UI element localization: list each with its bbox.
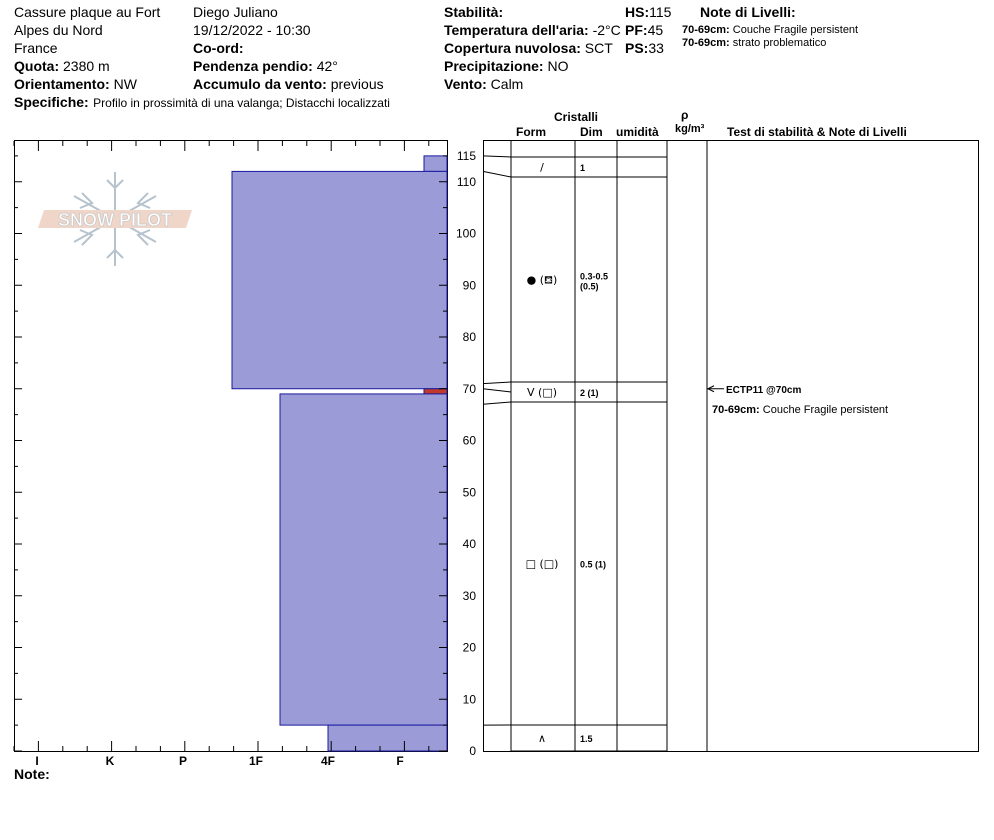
pf-label: PF: [625, 22, 648, 38]
cloud-label: Copertura nuvolosa: [444, 40, 581, 56]
aspect-value: NW [113, 76, 137, 92]
grain-size-secondary: (0.5) [580, 281, 599, 292]
air-temp-value: -2°C [592, 22, 621, 38]
grain-size: 0.3-0.5 [580, 271, 609, 282]
depth-tick-label: 0 [469, 744, 476, 758]
col-size: Dim [580, 125, 603, 139]
grain-form: □ (□) [525, 557, 559, 571]
stability-label: Stabilità: [444, 4, 504, 20]
layer-connector [483, 156, 511, 157]
observer: Diego Juliano [193, 4, 278, 20]
aspect-label: Orientamento: [14, 76, 110, 92]
grain-form: ● (⛾) [526, 273, 558, 287]
hardness-tick-label: 4F [320, 754, 336, 768]
layer-note-range: 70-69cm: [682, 37, 730, 49]
depth-tick-label: 80 [462, 330, 476, 344]
layer-connector [483, 382, 511, 384]
ps-label: PS: [625, 40, 649, 56]
wind-loading-label: Accumulo da vento: [193, 76, 327, 92]
country: France [14, 40, 58, 56]
layer-comment-range: 70-69cm: [712, 403, 763, 416]
depth-tick-label: 40 [462, 537, 476, 551]
depth-tick-label: 70 [462, 381, 476, 396]
specifics-label: Specifiche: [14, 94, 89, 110]
hardness-tick-label: K [105, 754, 115, 768]
slope-value: 42° [316, 58, 338, 74]
stability-test-label: ECTP11 @70cm [726, 384, 802, 396]
col-density-unit: kg/m³ [675, 123, 705, 135]
layer-note-text: Couche Fragile persistent [732, 24, 859, 36]
layer-notes-title: Note di Livelli: [700, 4, 796, 20]
hs-value: 115 [649, 4, 672, 20]
depth-tick-label: 110 [456, 174, 476, 189]
grain-size: 1 [580, 163, 586, 173]
depth-tick-label: 20 [462, 640, 476, 655]
hardness-bar [232, 171, 447, 388]
layer-connector [483, 389, 511, 392]
note-label: Note: [14, 766, 50, 782]
wind-label: Vento: [444, 76, 487, 92]
layer-connector [483, 402, 511, 404]
col-tests: Test di stabilità & Note di Livelli [727, 125, 907, 139]
hardness-tick-label: P [178, 754, 188, 768]
layer-comment [712, 404, 888, 416]
wind-loading-value: previous [330, 76, 384, 92]
cloud-value: SCT [584, 40, 613, 56]
depth-tick-label: 60 [462, 433, 476, 448]
hardness-tick-label: 1F [248, 754, 264, 768]
pf-value: 45 [647, 22, 664, 38]
col-crystals: Cristalli [554, 110, 599, 124]
col-rho: ρ [681, 108, 689, 122]
grain-form: V (□) [527, 386, 557, 399]
coord-label: Co-ord: [193, 40, 244, 56]
grain-form: ∧ [537, 732, 547, 745]
layer-comment-text: Couche Fragile persistent [762, 403, 889, 416]
precip-value: NO [547, 58, 569, 74]
layer-note-range: 70-69cm: [682, 24, 730, 36]
logo-text: SNOW PILOT [58, 210, 172, 230]
col-humidity: umidità [616, 125, 659, 139]
air-temp-label: Temperatura dell'aria: [444, 22, 589, 38]
datetime: 19/12/2022 - 10:30 [193, 22, 311, 38]
slope-label: Pendenza pendio: [193, 58, 313, 74]
depth-tick-label: 90 [462, 278, 476, 293]
hardness-bar [424, 156, 447, 172]
hardness-tick-label: F [396, 754, 404, 768]
site-name: Cassure plaque au Fort [14, 4, 161, 20]
grain-size: 1.5 [580, 734, 593, 744]
depth-tick-label: 50 [462, 485, 476, 500]
hardness-tick-label: I [35, 754, 39, 768]
snow-pilot-logo [38, 172, 192, 266]
weak-layer-bar [424, 389, 447, 394]
wind-value: Calm [490, 76, 524, 92]
depth-tick-label: 30 [462, 588, 476, 603]
col-form: Form [516, 125, 546, 139]
elevation-label: Quota: [14, 58, 60, 74]
grain-size: 0.5 (1) [580, 559, 607, 570]
grain-form: / [540, 161, 544, 174]
hardness-bar [280, 394, 447, 725]
hs-label: HS: [625, 4, 650, 20]
depth-tick-label: 115 [456, 148, 476, 163]
grain-table [484, 141, 979, 752]
elevation-value: 2380 m [63, 58, 110, 74]
grain-size: 2 (1) [580, 388, 599, 398]
depth-tick-label: 10 [462, 692, 476, 707]
depth-tick-label: 100 [455, 226, 476, 241]
specifics-value: Profilo in prossimità di una valanga; Distacchi localizzati [93, 96, 390, 110]
region: Alpes du Nord [14, 22, 103, 38]
layer-note-text: strato problematico [732, 37, 827, 49]
layer-connector [483, 171, 511, 177]
ps-value: 33 [648, 40, 664, 56]
precip-label: Precipitazione: [444, 58, 544, 74]
